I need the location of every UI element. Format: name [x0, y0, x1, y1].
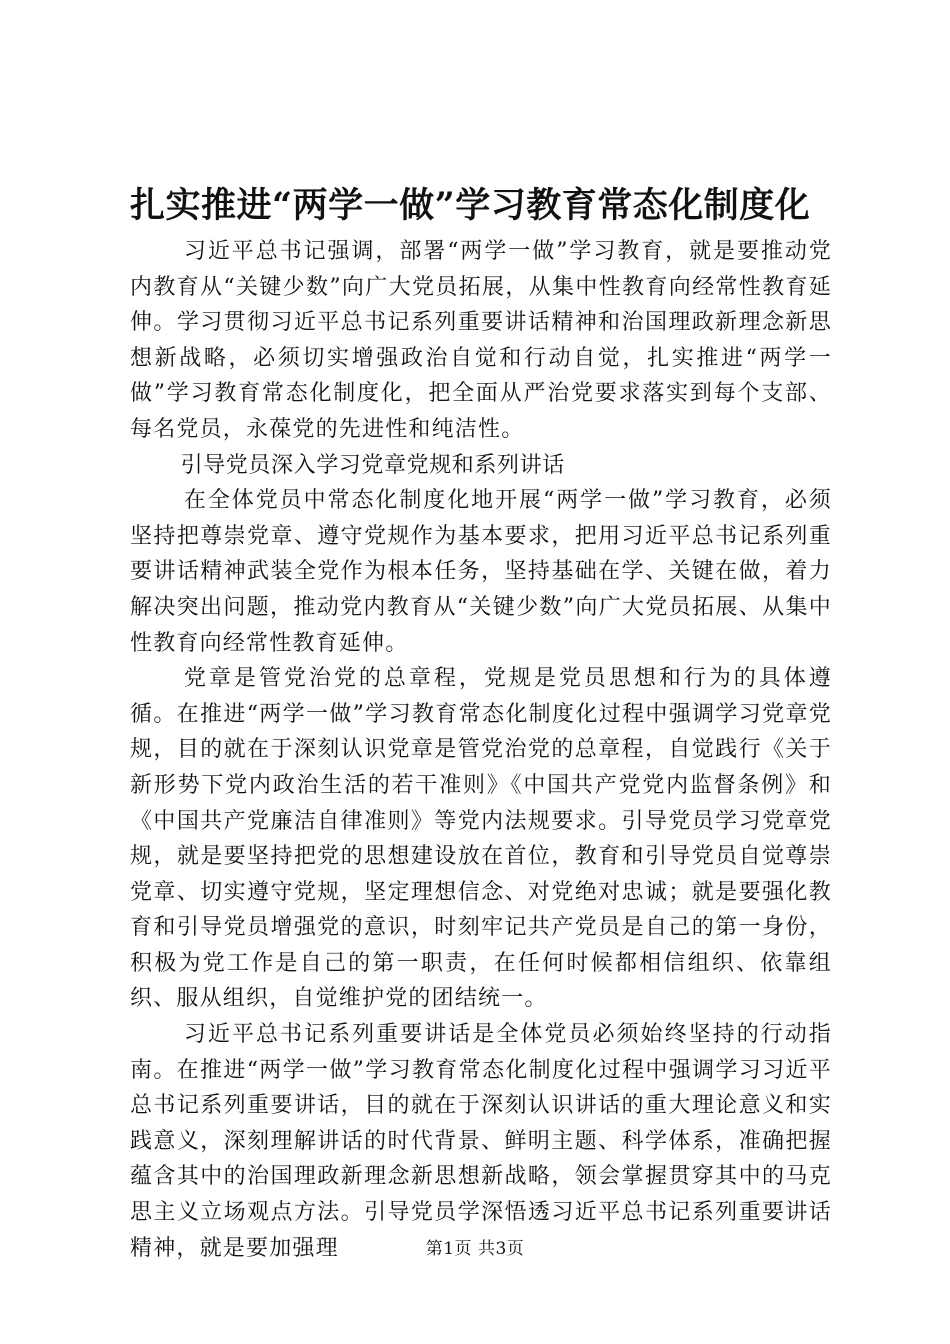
document-title: 扎实推进“两学一做”学习教育常态化制度化 — [130, 185, 811, 226]
paragraph-3: 党章是管党治党的总章程，党规是党员思想和行为的具体遵循。在推进“两学一做”学习教育常态化制度化过程中强调学习党章党规，目的就在于深刻认识党章是管党治党的总章程，自觉践行《关于新形势下党内政治生活的若干准则》《中国共产党党内监督条例》和《中国共产党廉洁自律准则》等党内法规要求。引导党员学习党章党规，就是要坚持把党的思想建设放在首位，教育和引导党员自觉尊崇党章、切实遵守党规，坚定理想信念、对党绝对忠诚；就是要强化教育和引导党员增强党的意识，时刻牢记共产党员是自己的第一身份，积极为党工作是自己的第一职责，在任何时候都相信组织、依靠组织、服从组织，自觉维护党的团结统一。 — [130, 666, 832, 1012]
paragraph-2: 在全体党员中常态化制度化地开展“两学一做”学习教育，必须坚持把尊崇党章、遵守党规作为基本要求，把用习近平总书记系列重要讲话精神武装全党作为根本任务，坚持基础在学、关键在做，着力解决突出问题，推动党内教育从“关键少数”向广大党员拓展、从集中性教育向经常性教育延伸。 — [130, 488, 832, 656]
section-heading: 引导党员深入学习党章党规和系列讲话 — [180, 452, 565, 478]
paragraph-intro: 习近平总书记强调，部署“两学一做”学习教育，就是要推动党内教育从“关键少数”向广大党员拓展，从集中性教育向经常性教育延伸。学习贯彻习近平总书记系列重要讲话精神和治国理政新理念新思想新战略，必须切实增强政治自觉和行动自觉，扎实推进“两学一做”学习教育常态化制度化，把全面从严治党要求落实到每个支部、每名党员，永葆党的先进性和纯洁性。 — [130, 239, 832, 442]
page-number-footer: 第1页 共3页 — [425, 1239, 525, 1259]
document-body — [130, 234, 832, 1266]
paragraph-4: 习近平总书记系列重要讲话是全体党员必须始终坚持的行动指南。在推进“两学一做”学习教育常态化制度化过程中强调学习习近平总书记系列重要讲话，目的就在于深刻认识讲话的重大理论意义和实践意义，深刻理解讲话的时代背景、鲜明主题、科学体系，准确把握蕴含其中的治国理政新理念新思想新战略，领会掌握贯穿其中的马克思主义立场观点方法。引导党员学深悟透习近平总书记系列重要讲话精神，就是要加强理 — [130, 1022, 832, 1261]
